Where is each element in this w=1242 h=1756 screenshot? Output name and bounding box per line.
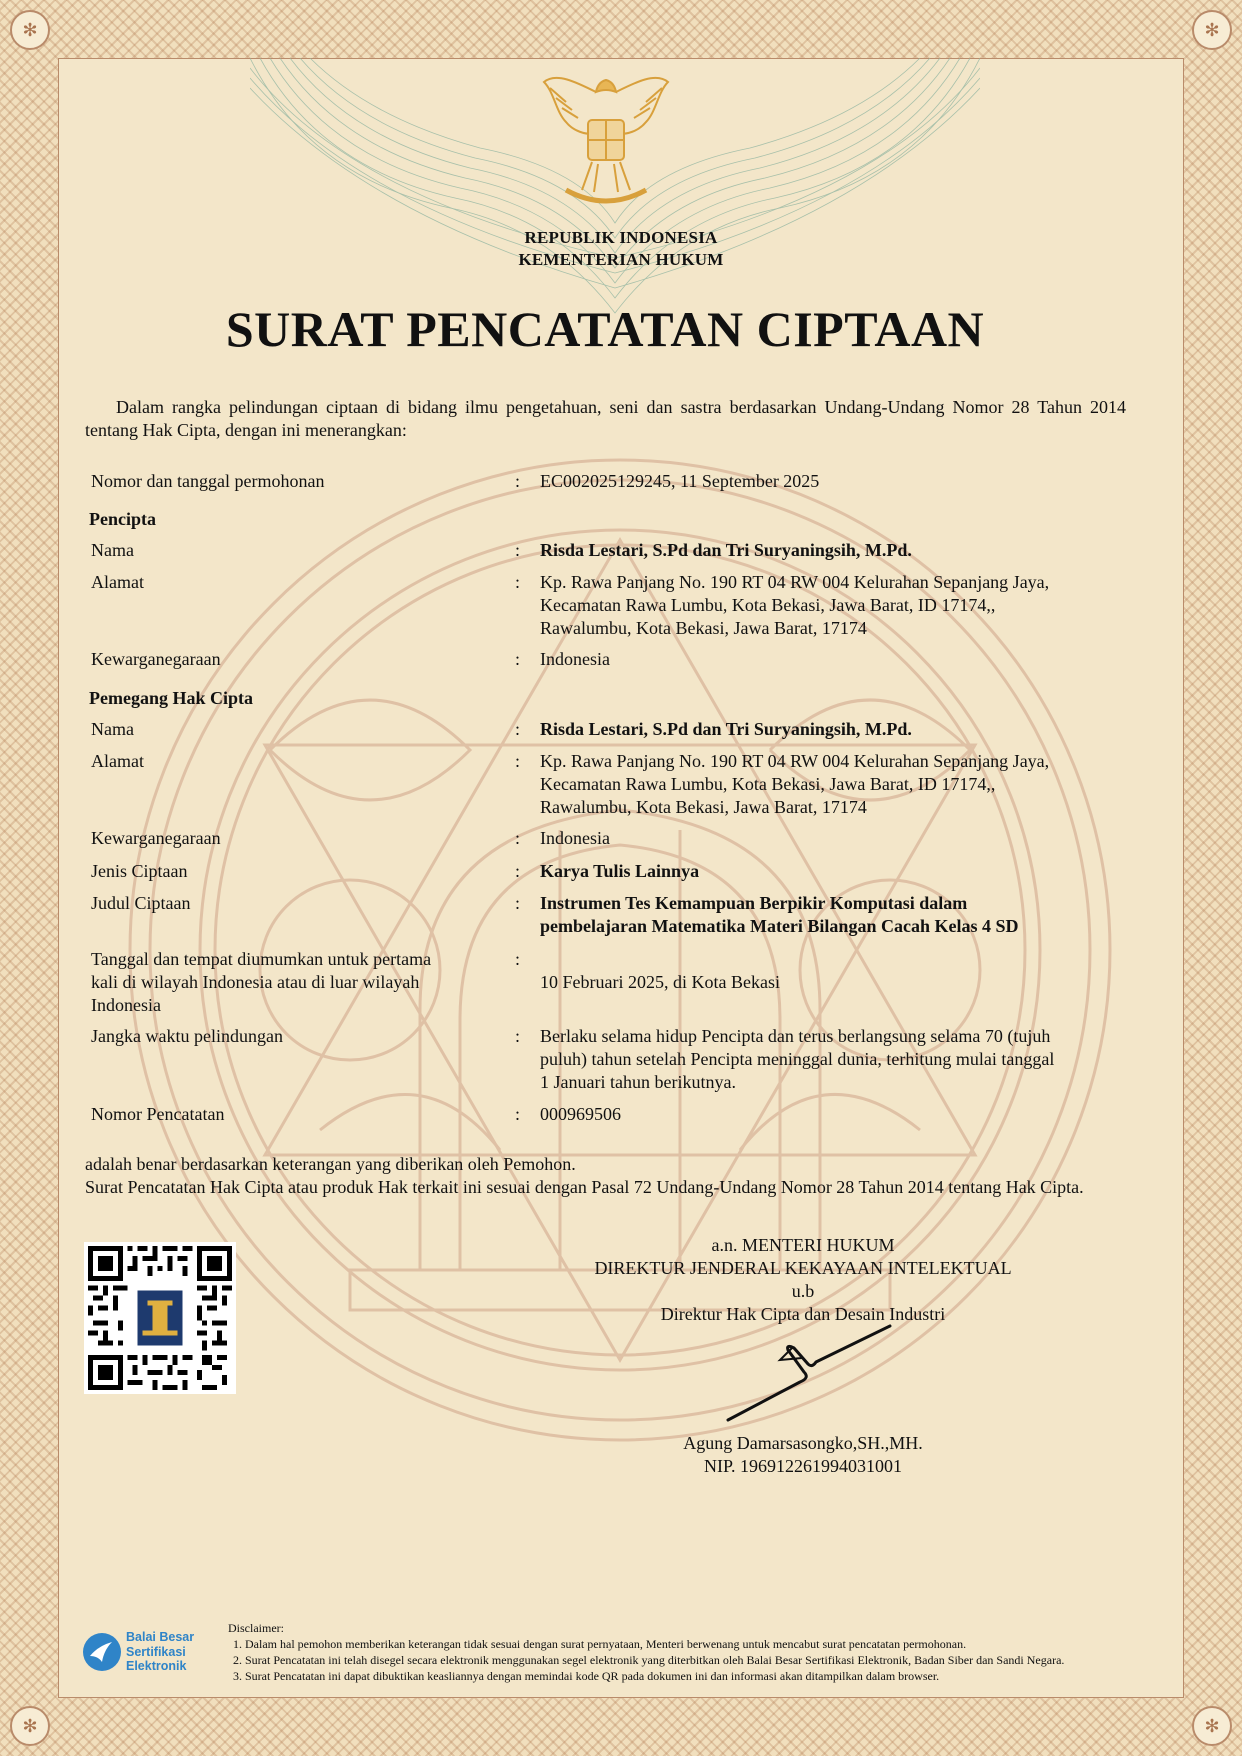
period-line: Berlaku selama hidup Pencipta dan terus berlangsung selama 70 (tujuh <box>540 1026 1051 1046</box>
field-label: Jenis Ciptaan <box>91 861 188 881</box>
ministry-heading: KEMENTERIAN HUKUM <box>518 250 724 269</box>
signature-block <box>525 1234 1081 1326</box>
holder-heading: Pemegang Hak Cipta <box>89 688 253 708</box>
bsre-logo-icon <box>82 1632 122 1672</box>
address-line: Kp. Rawa Panjang No. 190 RT 04 RW 004 Kelurahan Sepanjang Jaya, <box>540 751 1050 771</box>
field-separator: : <box>515 751 521 771</box>
disclaimer-list <box>228 1636 1168 1684</box>
garuda-emblem-icon <box>536 62 676 222</box>
address-line: Kecamatan Rawa Lumbu, Kota Bekasi, Jawa Barat, ID 17174,, <box>540 774 996 794</box>
creator-heading: Pencipta <box>89 509 156 529</box>
field-label <box>91 948 491 1017</box>
field-value: 000969506 <box>540 1104 621 1124</box>
field-label: Nomor dan tanggal permohonan <box>91 471 325 491</box>
disclaimer-item: 1. Dalam hal pemohon memberikan keterangan tidak sesuai dengan surat pernyataan, Menteri berwenang untuk mencabut surat pencatatan permohonan. <box>245 1636 1168 1652</box>
field-value: Risda Lestari, S.Pd dan Tri Suryaningsih, M.Pd. <box>540 719 912 739</box>
closing-line: adalah benar berdasarkan keterangan yang diberikan oleh Pemohon. <box>85 1154 576 1174</box>
address-line: Rawalumbu, Kota Bekasi, Jawa Barat, 17174 <box>540 618 867 638</box>
corner-ornament-icon: ✻ <box>1192 1706 1232 1746</box>
label-line: Indonesia <box>91 995 161 1015</box>
field-value: Risda Lestari, S.Pd dan Tri Suryaningsih, M.Pd. <box>540 540 912 560</box>
field-value: Karya Tulis Lainnya <box>540 861 700 881</box>
field-label: Nama <box>91 540 134 560</box>
field-value: Indonesia <box>540 828 610 848</box>
intro-paragraph: Dalam rangka pelindungan ciptaan di bidang ilmu pengetahuan, seni dan sastra berdasarkan Undang-Undang Nomor 28 Tahun 2014 tentang Hak Cipta, dengan ini menerangkan: <box>85 397 1126 440</box>
period-line: 1 Januari tahun berikutnya. <box>540 1072 736 1092</box>
field-label: Alamat <box>91 572 144 592</box>
field-value: Indonesia <box>540 649 610 669</box>
field-separator: : <box>515 893 521 913</box>
qr-code-icon <box>88 1246 232 1390</box>
field-separator: : <box>515 572 521 592</box>
disclaimer-title: Disclaimer: <box>228 1621 284 1635</box>
republic-heading: REPUBLIK INDONESIA <box>524 228 718 247</box>
field-label: Kewarganegaraan <box>91 828 221 848</box>
corner-ornament-icon: ✻ <box>1192 10 1232 50</box>
field-label: Jangka waktu pelindungan <box>91 1026 283 1046</box>
disclaimer <box>228 1620 1168 1684</box>
closing-line: Surat Pencatatan Hak Cipta atau produk Hak terkait ini sesuai dengan Pasal 72 Undang-Undang Nomor 28 Tahun 2014 tentang Hak Cipta. <box>85 1177 1084 1197</box>
field-label: Alamat <box>91 751 144 771</box>
field-separator: : <box>515 1026 521 1046</box>
field-label: Judul Ciptaan <box>91 893 191 913</box>
field-value: EC002025129245, 11 September 2025 <box>540 471 820 491</box>
logo-line: Sertifikasi <box>126 1644 186 1659</box>
field-separator: : <box>515 1104 521 1124</box>
title-line: pembelajaran Matematika Materi Bilangan Cacah Kelas 4 SD <box>540 916 1019 936</box>
disclaimer-item: 2. Surat Pencatatan ini telah disegel secara elektronik menggunakan segel elektronik yang diterbitkan oleh Balai Besar Sertifikasi Elektronik, Badan Siber dan Sandi Negara. <box>245 1652 1168 1668</box>
logo-line: Elektronik <box>126 1659 187 1673</box>
address-line: Kecamatan Rawa Lumbu, Kota Bekasi, Jawa Barat, ID 17174,, <box>540 595 996 615</box>
corner-ornament-icon: ✻ <box>10 1706 50 1746</box>
field-label: Nama <box>91 719 134 739</box>
qr-code[interactable] <box>84 1242 236 1394</box>
field-value <box>540 750 1220 819</box>
field-label: Nomor Pencatatan <box>91 1104 225 1124</box>
signature-line: DIREKTUR JENDERAL KEKAYAAN INTELEKTUAL <box>594 1258 1012 1278</box>
handwritten-signature <box>720 1320 900 1430</box>
period-line: puluh) tahun setelah Pencipta meninggal dunia, terhitung mulai tanggal <box>540 1049 1055 1069</box>
field-separator: : <box>515 719 521 739</box>
field-separator: : <box>515 471 521 491</box>
address-line: Rawalumbu, Kota Bekasi, Jawa Barat, 17174 <box>540 797 867 817</box>
label-line: Tanggal dan tempat diumumkan untuk pertama <box>91 949 432 969</box>
signer-name: Agung Damarsasongko,SH.,MH. <box>683 1433 923 1453</box>
field-separator: : <box>515 949 521 969</box>
field-label: Kewarganegaraan <box>91 649 221 669</box>
logo-line: Balai Besar <box>126 1630 195 1644</box>
signature-line: Direktur Hak Cipta dan Desain Industri <box>660 1304 946 1324</box>
document-title: SURAT PENCATATAN CIPTAAN <box>225 301 985 357</box>
field-separator: : <box>515 540 521 560</box>
bsre-logo-text <box>126 1630 206 1674</box>
field-separator: : <box>515 649 521 669</box>
field-separator: : <box>515 828 521 848</box>
field-value: 10 Februari 2025, di Kota Bekasi <box>540 972 780 992</box>
closing-paragraph <box>85 1153 1126 1199</box>
bsre-logo <box>82 1630 204 1676</box>
signature-line: a.n. MENTERI HUKUM <box>711 1235 895 1255</box>
corner-ornament-icon: ✻ <box>10 10 50 50</box>
signer-block <box>525 1432 1081 1478</box>
field-value <box>540 571 1220 640</box>
field-value <box>540 1025 1220 1094</box>
label-line: kali di wilayah Indonesia atau di luar wilayah <box>91 972 420 992</box>
field-value <box>540 892 1220 938</box>
signer-nip: NIP. 196912261994031001 <box>703 1456 902 1476</box>
disclaimer-item: 3. Surat Pencatatan ini dapat dibuktikan keasliannya dengan memindai kode QR pada dokumen ini dan informasi akan ditampilkan dalam browser. <box>245 1668 1168 1684</box>
title-line: Instrumen Tes Kemampuan Berpikir Komputasi dalam <box>540 893 968 913</box>
address-line: Kp. Rawa Panjang No. 190 RT 04 RW 004 Kelurahan Sepanjang Jaya, <box>540 572 1050 592</box>
signature-line: u.b <box>791 1281 815 1301</box>
field-separator: : <box>515 861 521 881</box>
